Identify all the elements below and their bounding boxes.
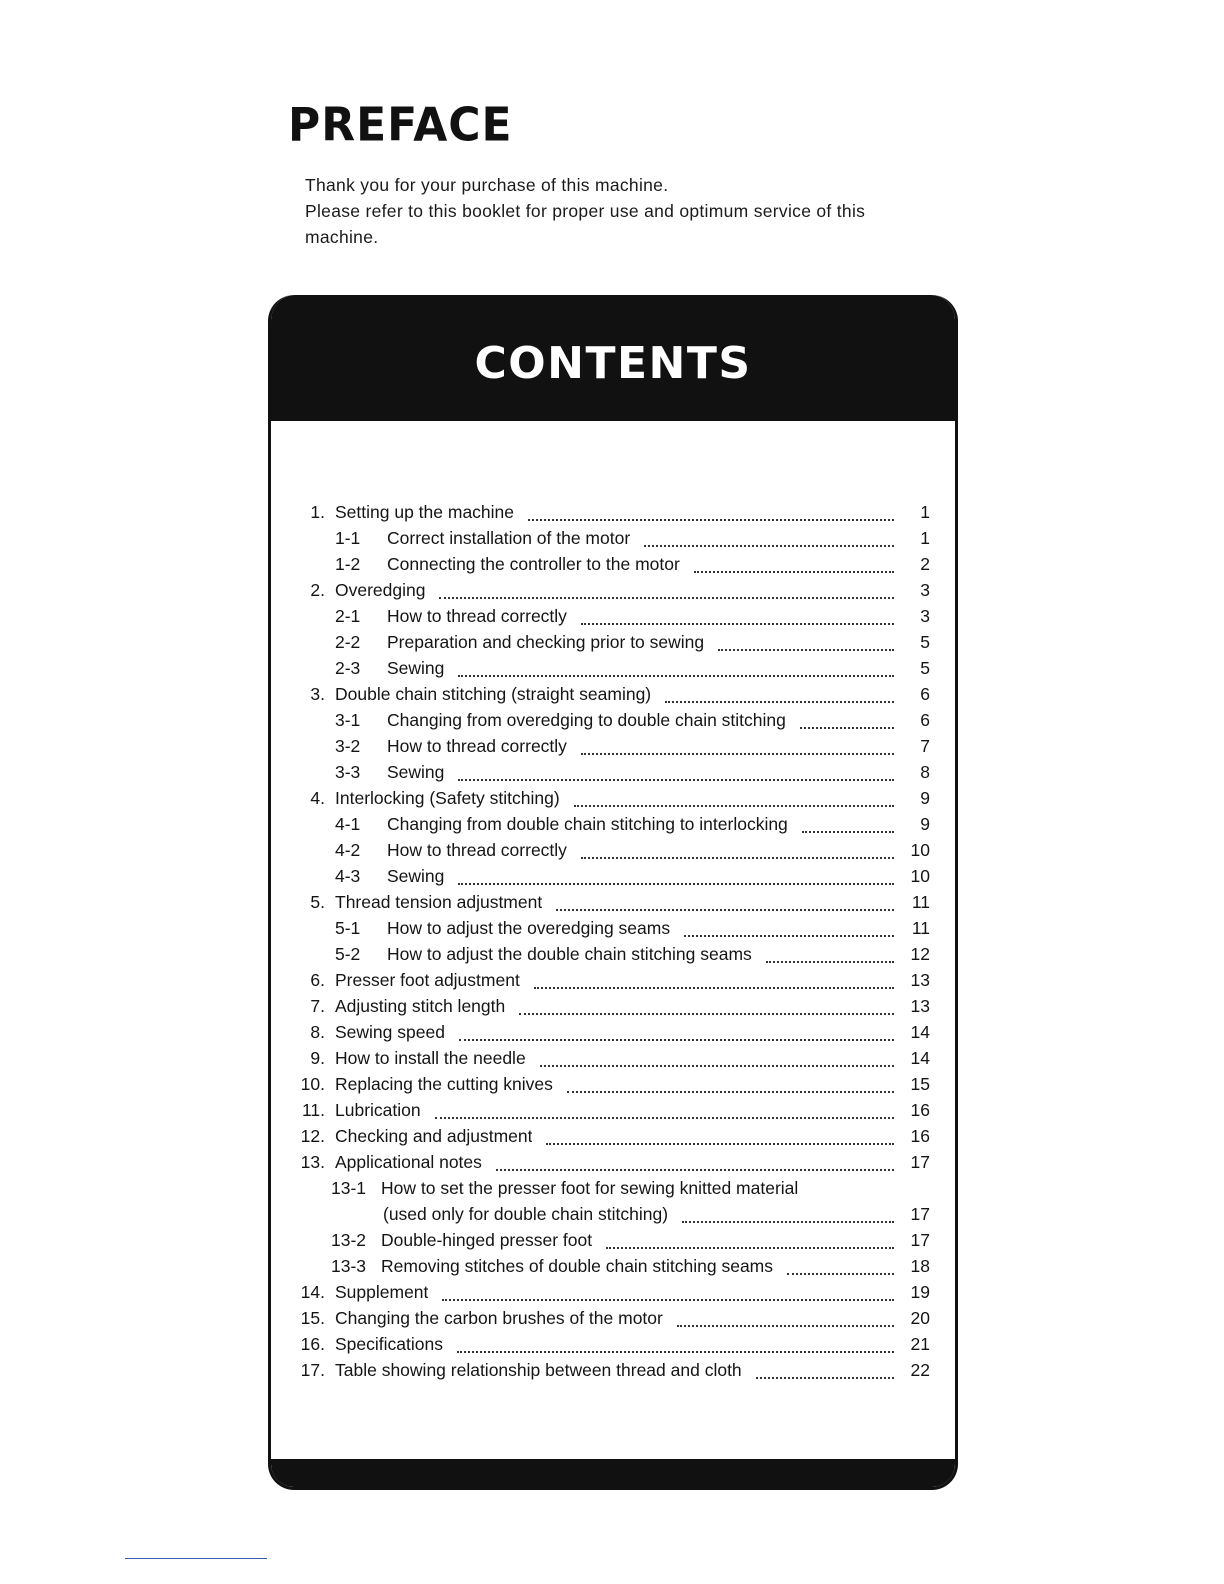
- dot-leader: [496, 1168, 894, 1171]
- toc-entry-number: 3-2: [335, 736, 361, 756]
- dot-leader: [606, 1246, 894, 1249]
- toc-entry[interactable]: [295, 1022, 930, 1048]
- toc-entry[interactable]: [295, 632, 930, 658]
- dot-leader: [567, 1090, 894, 1093]
- dot-leader: [766, 960, 894, 963]
- dot-leader: [534, 986, 894, 989]
- dot-leader: [677, 1324, 894, 1327]
- toc-entry-page: 22: [910, 1360, 930, 1380]
- toc-entry[interactable]: [295, 710, 930, 736]
- toc-entry-number: 4-2: [335, 840, 361, 860]
- toc-entry-number: 9.: [310, 1048, 325, 1068]
- toc-entry-title: Sewing: [387, 762, 445, 782]
- toc-entry-number: 3-3: [335, 762, 361, 782]
- toc-entry-number: 2.: [310, 580, 325, 600]
- toc-entry-number: 10.: [300, 1074, 325, 1094]
- toc-entry-number: 11.: [301, 1100, 325, 1120]
- toc-entry-title: Removing stitches of double chain stitching seams: [381, 1256, 774, 1276]
- toc-entry-title: Sewing speed: [335, 1022, 445, 1042]
- toc-entry-title: Connecting the controller to the motor: [387, 554, 680, 574]
- toc-entry-page: 21: [910, 1334, 930, 1354]
- toc-entry[interactable]: [295, 580, 930, 606]
- toc-entry-title: How to install the needle: [335, 1048, 526, 1068]
- toc-entry[interactable]: [295, 1178, 930, 1204]
- toc-entry-title: Presser foot adjustment: [335, 970, 520, 990]
- toc-entry-number: 4.: [310, 788, 325, 808]
- dot-leader: [458, 674, 894, 677]
- preface-line: machine.: [305, 227, 379, 247]
- toc-entry-number: 12.: [300, 1126, 325, 1146]
- dot-leader: [540, 1064, 894, 1067]
- toc-entry-title: Preparation and checking prior to sewing: [387, 632, 705, 652]
- toc-entry-page: 11: [911, 918, 930, 938]
- dot-leader: [574, 804, 894, 807]
- toc-entry-page: 9: [920, 814, 930, 834]
- toc-entry-page: 10: [910, 866, 930, 886]
- toc-entry-page: 17: [910, 1204, 930, 1224]
- toc-entry[interactable]: [295, 1256, 930, 1282]
- dot-leader: [519, 1012, 894, 1015]
- toc-entry-number: 13-2: [331, 1230, 367, 1250]
- toc-entry-title: Applicational notes: [335, 1152, 482, 1172]
- toc-entry-page: 15: [910, 1074, 930, 1094]
- toc-entry-title: Changing from overedging to double chain stitching: [387, 710, 786, 730]
- toc-entry-title: How to adjust the double chain stitching seams: [387, 944, 752, 964]
- dot-leader: [665, 700, 894, 703]
- toc-entry-page: 11: [911, 892, 930, 912]
- toc-entry-title: Specifications: [335, 1334, 443, 1354]
- toc-entry[interactable]: [295, 918, 930, 944]
- toc-entry-page: 1: [920, 502, 930, 522]
- toc-entry-title-continuation: (used only for double chain stitching): [383, 1204, 669, 1224]
- dot-leader: [644, 544, 894, 547]
- toc-entry-number: 3-1: [335, 710, 361, 730]
- toc-entry[interactable]: [295, 606, 930, 632]
- toc-entry[interactable]: [295, 502, 930, 528]
- toc-entry[interactable]: [295, 1152, 930, 1178]
- toc-entry[interactable]: [295, 840, 930, 866]
- toc-entry[interactable]: [295, 554, 930, 580]
- toc-entry-title: How to thread correctly: [387, 606, 567, 626]
- toc-entry-page: 9: [920, 788, 930, 808]
- dot-leader: [556, 908, 894, 911]
- contents-title: CONTENTS: [474, 337, 752, 389]
- toc-entry[interactable]: [295, 684, 930, 710]
- preface-title: PREFACE: [288, 98, 513, 153]
- toc-entry-page: 8: [920, 762, 930, 782]
- contents-footer-bar: [271, 1459, 955, 1487]
- toc-entry-title: Double chain stitching (straight seaming): [335, 684, 652, 704]
- toc-entry-number: 8.: [310, 1022, 325, 1042]
- toc-entry-page: 14: [910, 1048, 930, 1068]
- toc-entry-page: 1: [920, 528, 930, 548]
- dot-leader: [439, 596, 894, 599]
- toc-entry-title: Correct installation of the motor: [387, 528, 631, 548]
- dot-leader: [435, 1116, 894, 1119]
- toc-entry-number: 4-3: [335, 866, 361, 886]
- toc-entry-page: 5: [920, 632, 930, 652]
- toc-entry-number: 5-2: [335, 944, 361, 964]
- toc-entry-number: 2-2: [335, 632, 361, 652]
- toc-entry[interactable]: [295, 762, 930, 788]
- toc-entry-page: 7: [920, 736, 930, 756]
- toc-entry-number: 13-1: [331, 1178, 367, 1198]
- toc-entry[interactable]: [295, 892, 930, 918]
- toc-entry-page: 18: [910, 1256, 930, 1276]
- toc-entry-title: Changing the carbon brushes of the motor: [335, 1308, 663, 1328]
- preface-line: Please refer to this booklet for proper use and optimum service of this: [305, 201, 866, 221]
- divider: [125, 1558, 267, 1559]
- toc-entry-number: 1-1: [335, 528, 361, 548]
- toc-entry-page: 12: [910, 944, 930, 964]
- toc-entry[interactable]: [295, 1360, 930, 1386]
- toc-entry-page: 14: [910, 1022, 930, 1042]
- toc-entry-number: 16.: [300, 1334, 325, 1354]
- dot-leader: [459, 1038, 894, 1041]
- toc-entry[interactable]: [295, 1282, 930, 1308]
- toc-entry[interactable]: [295, 944, 930, 970]
- toc-entry-page: 13: [910, 970, 930, 990]
- toc-entry-number: 3.: [310, 684, 325, 704]
- toc-entry-page: 17: [910, 1152, 930, 1172]
- dot-leader: [718, 648, 894, 651]
- toc-entry-title: How to thread correctly: [387, 736, 567, 756]
- toc-entry-page: 6: [920, 684, 930, 704]
- toc-entry[interactable]: [295, 736, 930, 762]
- toc-entry-title: Adjusting stitch length: [335, 996, 506, 1016]
- toc-entry-number: 5-1: [335, 918, 361, 938]
- toc-entry-number: 15.: [300, 1308, 325, 1328]
- dot-leader: [458, 778, 894, 781]
- toc-entry[interactable]: [295, 1334, 930, 1360]
- toc-entry[interactable]: [295, 1230, 930, 1256]
- toc-entry-number: 1.: [310, 502, 325, 522]
- toc-entry-page: 19: [910, 1282, 930, 1302]
- toc-entry[interactable]: [295, 788, 930, 814]
- toc-entry-page: 20: [910, 1308, 930, 1328]
- toc-entry-title: Replacing the cutting knives: [335, 1074, 553, 1094]
- toc-entry-number: 5.: [310, 892, 325, 912]
- toc-entry-number: 17.: [300, 1360, 325, 1380]
- toc-entry-title: Interlocking (Safety stitching): [335, 788, 560, 808]
- toc-entry-page: 16: [910, 1126, 930, 1146]
- toc-entry-number: 13-3: [331, 1256, 367, 1276]
- toc-entry-page: 3: [920, 580, 930, 600]
- toc-entry-page: 17: [910, 1230, 930, 1250]
- dot-leader: [546, 1142, 894, 1145]
- toc-entry-title: How to thread correctly: [387, 840, 567, 860]
- dot-leader: [458, 882, 894, 885]
- toc-entry-number: 6.: [310, 970, 325, 990]
- dot-leader: [581, 622, 894, 625]
- toc-entry-page: 5: [920, 658, 930, 678]
- dot-leader: [581, 752, 894, 755]
- toc-entry-page: 6: [920, 710, 930, 730]
- dot-leader: [528, 518, 894, 521]
- toc-entry-number: 2-3: [335, 658, 361, 678]
- toc-entry-title: Table showing relationship between thread and cloth: [335, 1360, 742, 1380]
- toc-entry-number: 1-2: [335, 554, 361, 574]
- dot-leader: [756, 1376, 894, 1379]
- contents-header: [271, 295, 955, 421]
- toc-entry-title: Supplement: [335, 1282, 429, 1302]
- toc-entry-title: How to adjust the overedging seams: [387, 918, 671, 938]
- toc-entry-title: How to set the presser foot for sewing knitted material: [381, 1178, 799, 1198]
- preface-line: Thank you for your purchase of this machine.: [305, 175, 669, 195]
- toc-entry-continuation[interactable]: [295, 1204, 930, 1230]
- toc-entry-page: 13: [910, 996, 930, 1016]
- dot-leader: [684, 934, 894, 937]
- toc-entry[interactable]: [295, 528, 930, 554]
- toc-entry-number: 2-1: [335, 606, 361, 626]
- toc-entry-title: Thread tension adjustment: [335, 892, 543, 912]
- toc-entry-title: Overedging: [335, 580, 426, 600]
- toc-entry-number: 4-1: [335, 814, 361, 834]
- dot-leader: [802, 830, 894, 833]
- toc-entry[interactable]: [295, 1126, 930, 1152]
- toc-entry[interactable]: [295, 1308, 930, 1334]
- toc-entry-page: 2: [920, 554, 930, 574]
- dot-leader: [787, 1272, 894, 1275]
- toc-entry-number: 14.: [300, 1282, 325, 1302]
- toc-entry-title: Changing from double chain stitching to interlocking: [387, 814, 788, 834]
- dot-leader: [442, 1298, 894, 1301]
- toc-entry[interactable]: [295, 814, 930, 840]
- toc-entry-number: 7.: [310, 996, 325, 1016]
- toc-entry-title: Setting up the machine: [335, 502, 515, 522]
- dot-leader: [800, 726, 894, 729]
- toc-entry[interactable]: [295, 866, 930, 892]
- dot-leader: [457, 1350, 894, 1353]
- toc-entry[interactable]: [295, 1074, 930, 1100]
- toc-entry-page: 10: [910, 840, 930, 860]
- dot-leader: [694, 570, 894, 573]
- table-of-contents: [295, 502, 930, 1386]
- toc-entry[interactable]: [295, 996, 930, 1022]
- toc-entry-title: Lubrication: [335, 1100, 421, 1120]
- dot-leader: [581, 856, 894, 859]
- toc-entry-number: 13.: [300, 1152, 325, 1172]
- toc-entry[interactable]: [295, 970, 930, 996]
- toc-entry[interactable]: [295, 1100, 930, 1126]
- dot-leader: [682, 1220, 894, 1223]
- preface-text: [305, 172, 945, 250]
- toc-entry[interactable]: [295, 658, 930, 684]
- toc-entry-page: 3: [920, 606, 930, 626]
- toc-entry-page: 16: [910, 1100, 930, 1120]
- toc-entry-title: Sewing: [387, 866, 445, 886]
- toc-entry-title: Checking and adjustment: [335, 1126, 533, 1146]
- toc-entry-title: Sewing: [387, 658, 445, 678]
- toc-entry-title: Double-hinged presser foot: [381, 1230, 593, 1250]
- toc-entry[interactable]: [295, 1048, 930, 1074]
